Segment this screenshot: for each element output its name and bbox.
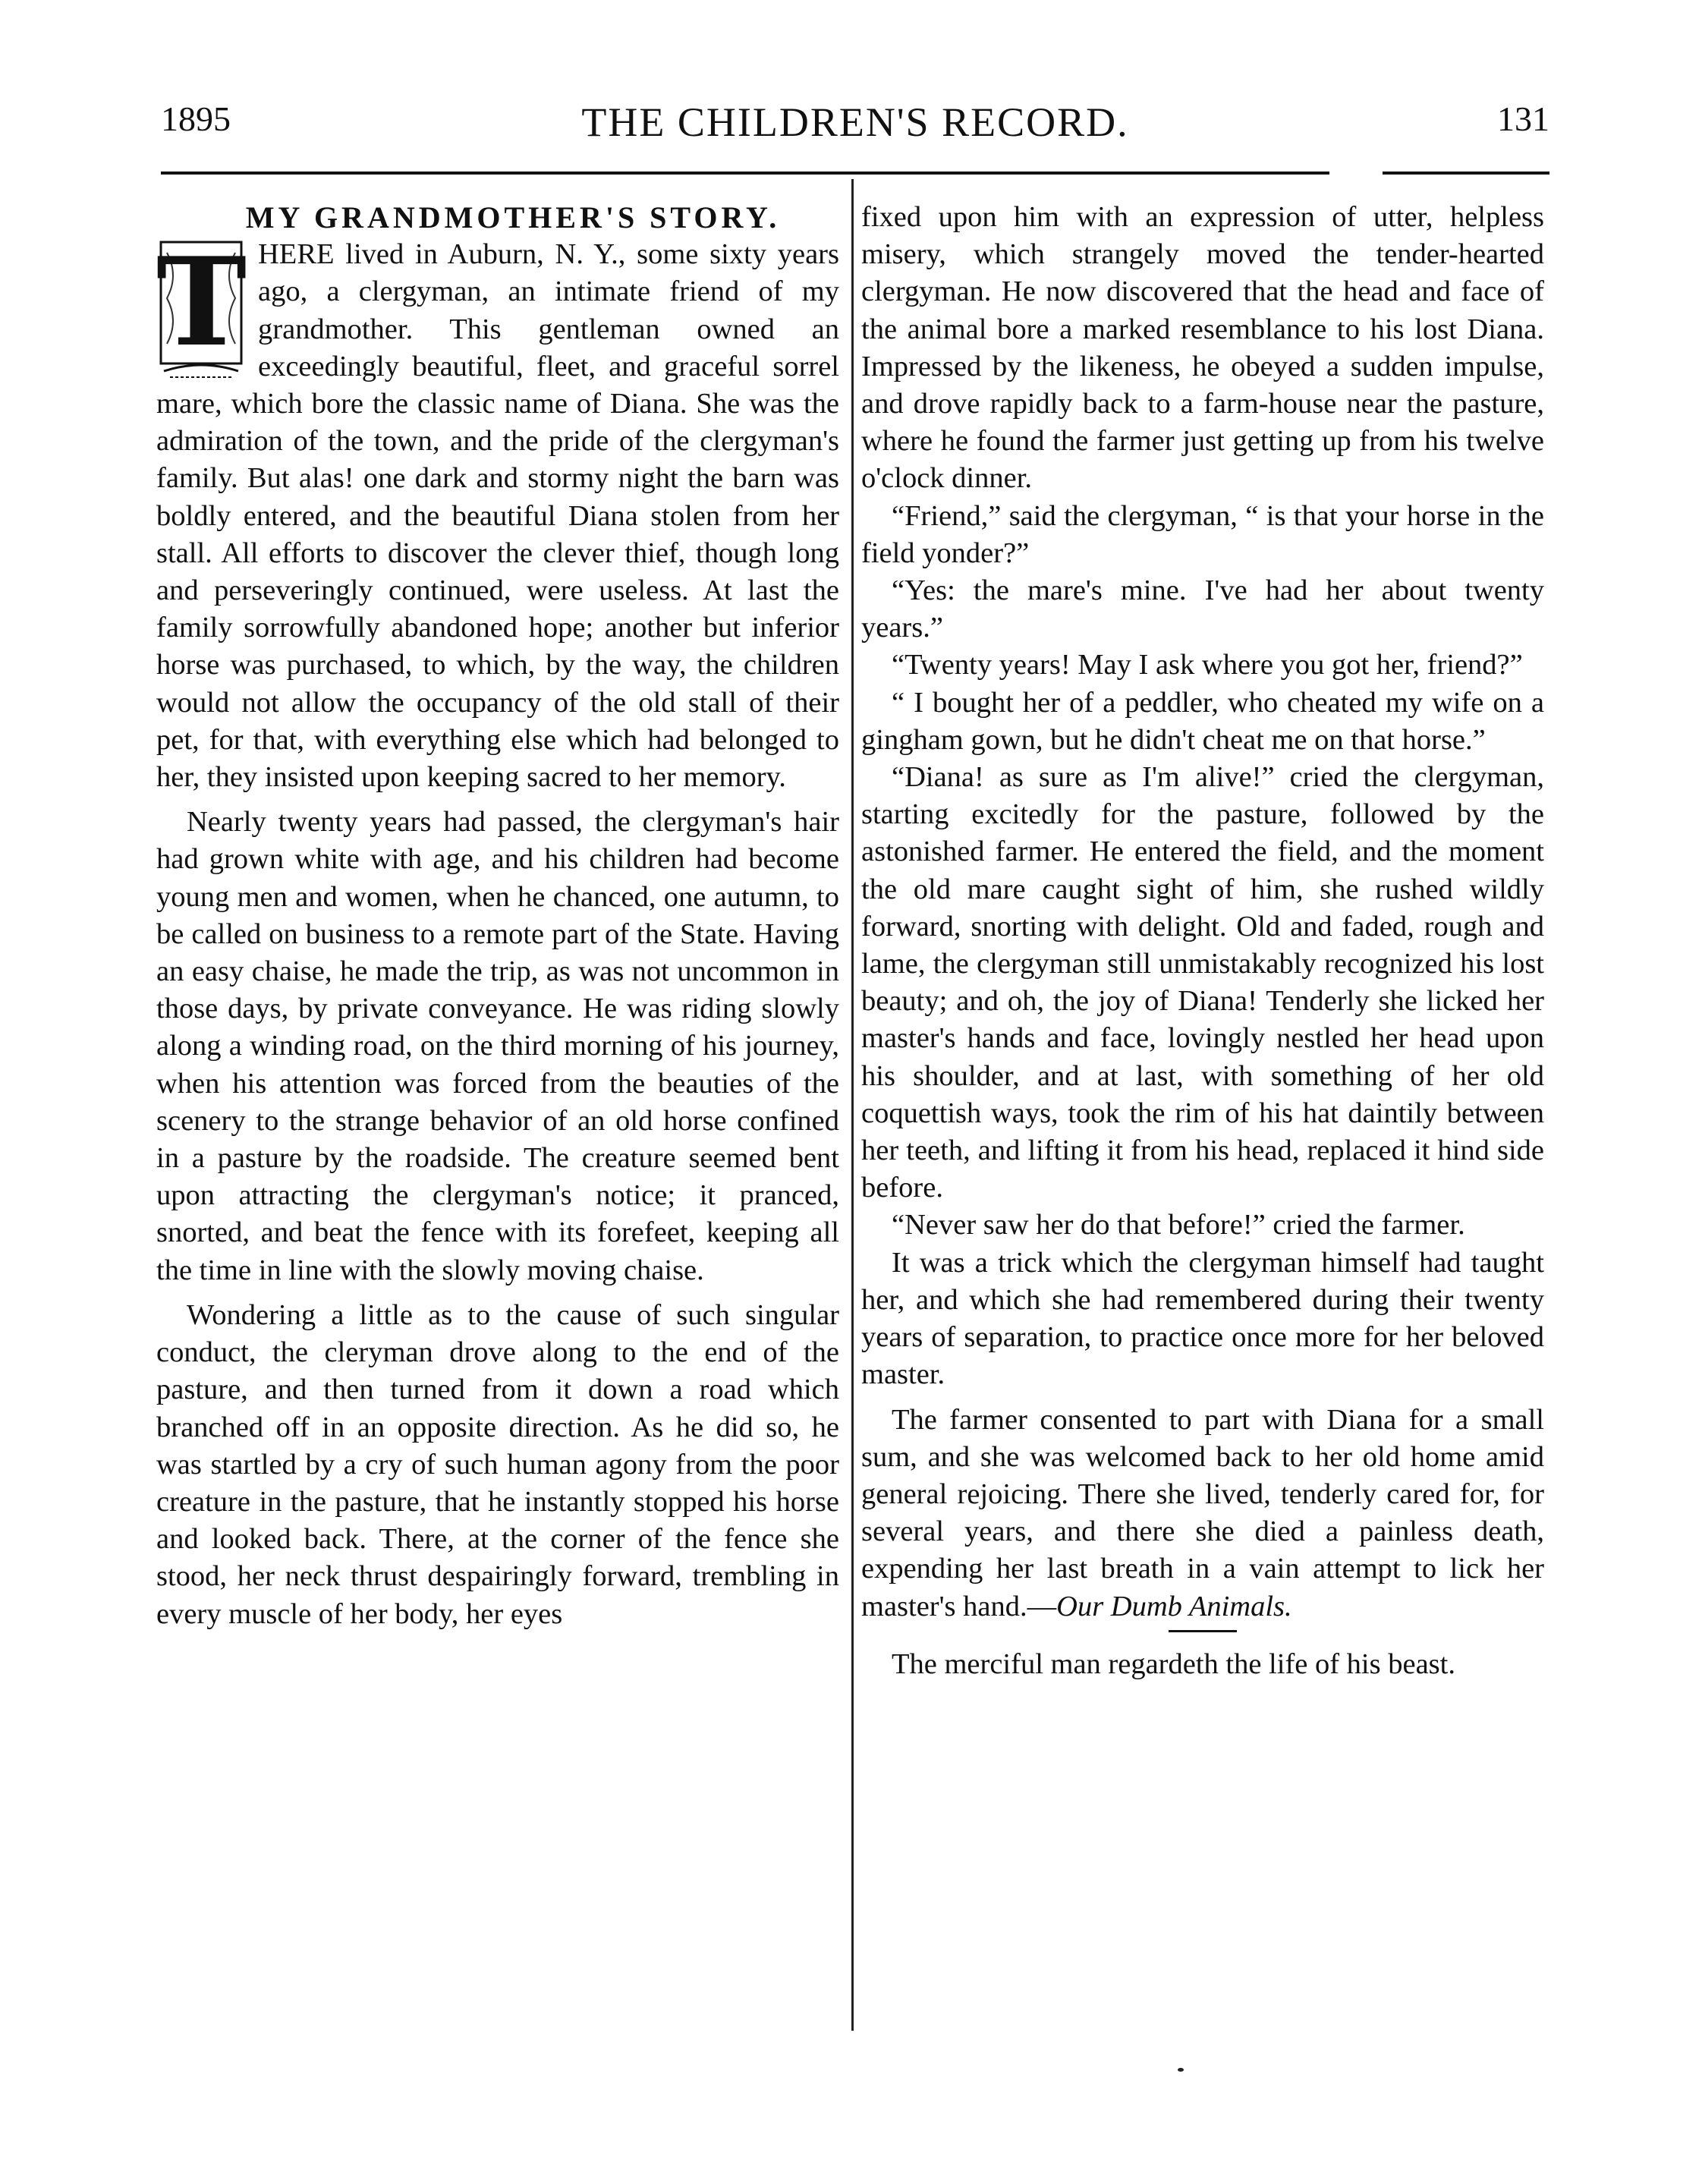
paragraph-7: “Twenty years! May I ask where you got her, friend?”: [892, 649, 1523, 681]
header-title: THE CHILDREN'S RECORD.: [581, 99, 1129, 145]
page-header: [161, 99, 1549, 159]
paragraph-8: “ I bought her of a peddler, who cheated my wife on a gingham gown, but he didn't cheat me on that horse.”: [861, 686, 1544, 756]
paragraph-2: Nearly twenty years had passed, the clergyman's hair had grown white with age, and his children had become young men and women, when he chanced, one autumn, to be called on business to a remote part of the State. Having an easy chaise, he made the trip, as was not uncommon in those days, by private conveyance. He was riding slowly along a winding road, on the third morning of his journey, when his attention was forced from the beauties of the scenery to the strange behavior of an old horse confined in a pasture by the roadside. The creature seemed bent upon attracting the clergyman's notice; it pranced, snorted, and beat the fence with its forefeet, keeping all the time in line with the slowly moving chaise.: [156, 806, 839, 1286]
column-divider: [851, 179, 854, 2031]
story-source: Our Dumb Animals.: [1056, 1590, 1292, 1622]
header-year: 1895: [161, 99, 231, 138]
ink-speck: [1178, 2068, 1184, 2072]
paragraph-10: “Never saw her do that before!” cried the farmer.: [892, 1209, 1465, 1241]
left-column: [156, 199, 839, 1633]
right-column: [861, 199, 1544, 1683]
paragraph-9: “Diana! as sure as I'm alive!” cried the clergyman, starting excitedly for the pasture, followed by the astonished farmer. He entered the field, and the moment the old mare caught sight of him, she rushed wildly forward, snorting with delight. Old and faded, rough and lame, the clergyman still unmistakably recognized his lost beauty; and oh, the joy of Diana! Tenderly she licked her master's hands and face, lovingly nestled her head upon his shoulder, and at last, with something of her old coquettish ways, took the rim of his hat daintily between her teeth, and lifting it from his head, replaced it hind side before.: [861, 761, 1544, 1204]
header-rule: [161, 172, 1329, 175]
drop-cap-letter: T: [156, 231, 247, 374]
header-rule-short: [1383, 172, 1549, 175]
drop-cap: [156, 231, 247, 382]
paragraph-12: [861, 1402, 1544, 1625]
paragraph-12-text: The farmer consented to part with Diana for a small sum, and she was welcomed back to her old home amid general rejoicing. There she lived, tenderly cared for, for several years, and there she died a painless death, expending her last breath in a vain attempt to lick her master's hand.—: [861, 1403, 1544, 1622]
proverb: The merciful man regardeth the life of his beast.: [892, 1647, 1455, 1680]
paragraph-4: fixed upon him with an expression of utter, helpless misery, which strangely moved the tender-hearted clergyman. He now discovered that the head and face of the animal bore a marked resemblance to his lost Diana. Impressed by the likeness, he obeyed a sudden impulse, and drove rapidly back to a farm-house near the pasture, where he found the farmer just getting up from his twelve o'clock dinner.: [861, 201, 1544, 495]
paragraph-3: Wondering a little as to the cause of such singular conduct, the cleryman drove along to the end of the pasture, and then turned from it down a road which branched off in an opposite direction. As he did so, he was startled by a cry of such human agony from the poor creature in the pasture, that he instantly stopped his horse and looked back. There, at the corner of the fence she stood, her neck thrust despairingly forward, trembling in every muscle of her body, her eyes: [156, 1298, 839, 1630]
paragraph-1: HERE lived in Auburn, N. Y., some sixty years ago, a clergyman, an intimate friend of my grandmother. This gentleman owned an exceedingly beautiful, fleet, and graceful sorrel mare, which bore the classic name of Diana. She was the admiration of the town, and the pride of the clergyman's family. But alas! one dark and stormy night the barn was boldly entered, and the beautiful Diana stolen from her stall. All efforts to discover the clever thief, though long and perseveringly continued, were useless. At last the family sorrowfully abandoned hope; another but inferior horse was purchased, to which, by the way, the children would not allow the occupancy of the old stall of their pet, for that, with everything else which had belonged to her, they insisted upon keeping sacred to her memory.: [156, 238, 839, 794]
paragraph-6: “Yes: the mare's mine. I've had her about twenty years.”: [861, 574, 1544, 644]
paragraph-5: “Friend,” said the clergyman, “ is that your horse in the field yonder?”: [861, 499, 1544, 569]
story-title: MY GRANDMOTHER'S STORY.: [245, 200, 781, 234]
paragraph-11: It was a trick which the clergyman himself had taught her, and which she had remembered during their twenty years of separation, to practice once more for her beloved master.: [861, 1246, 1544, 1391]
header-page-number: 131: [1497, 99, 1549, 138]
section-divider: [1169, 1630, 1237, 1632]
